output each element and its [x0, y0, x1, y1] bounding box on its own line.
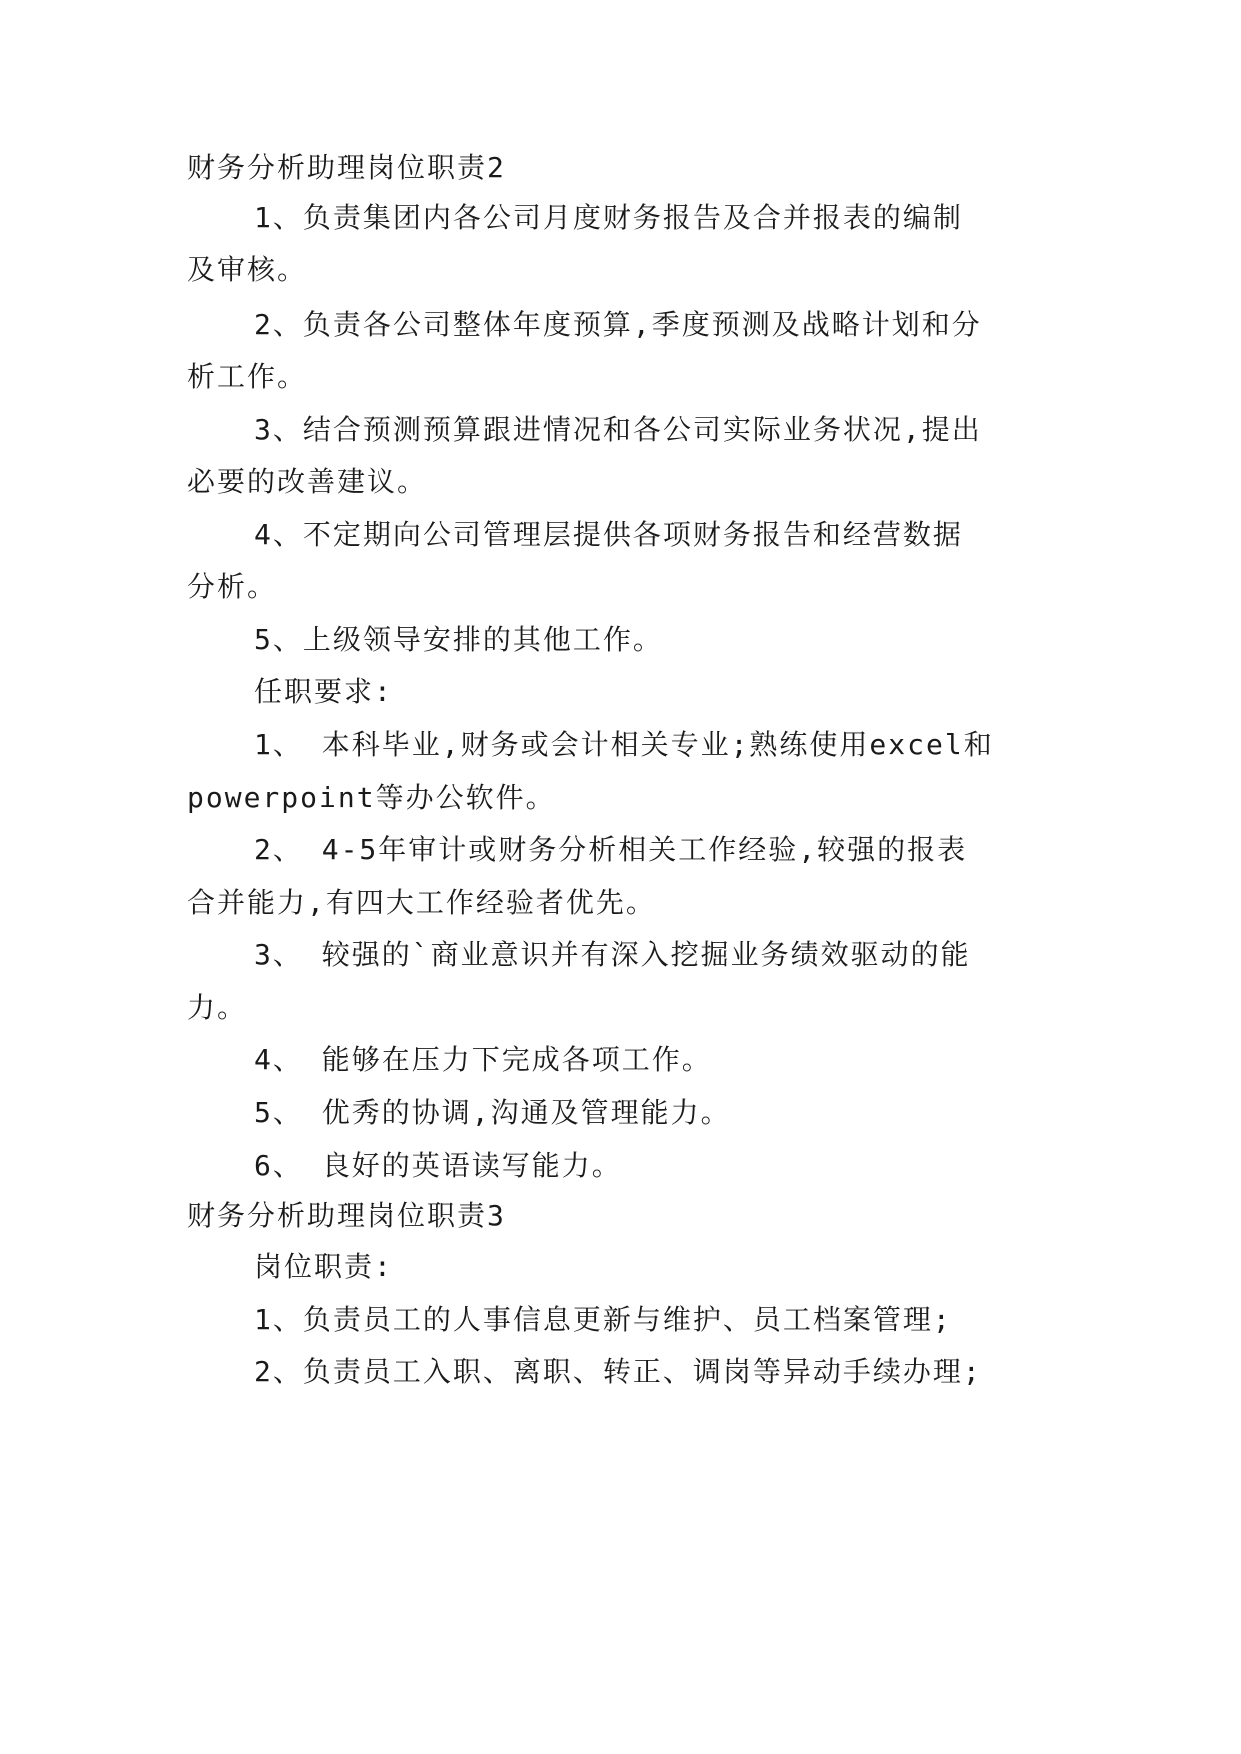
paragraph-line: 3、 较强的`商业意识并有深入挖掘业务绩效驱动的能 — [254, 938, 971, 971]
section-heading: 财务分析助理岗位职责2 — [187, 151, 506, 184]
paragraph-line: 2、 4-5年审计或财务分析相关工作经验,较强的报表 — [254, 833, 968, 866]
paragraph-line: 1、 本科毕业,财务或会计相关专业;熟练使用excel和 — [254, 728, 994, 761]
paragraph-line: 2、负责各公司整体年度预算,季度预测及战略计划和分 — [254, 308, 982, 341]
paragraph-line: 及审核。 — [187, 253, 308, 286]
paragraph-line: 4、不定期向公司管理层提供各项财务报告和经营数据 — [254, 518, 963, 551]
paragraph-line: 必要的改善建议。 — [187, 465, 428, 498]
paragraph-line: 6、 良好的英语读写能力。 — [254, 1149, 622, 1182]
paragraph-line: 5、 优秀的协调,沟通及管理能力。 — [254, 1096, 731, 1129]
paragraph-line: 1、负责集团内各公司月度财务报告及合并报表的编制 — [254, 201, 963, 234]
section-heading: 财务分析助理岗位职责3 — [187, 1199, 506, 1232]
paragraph-line: 合并能力,有四大工作经验者优先。 — [187, 886, 656, 919]
paragraph-line: powerpoint等办公软件。 — [187, 781, 556, 814]
paragraph-line: 析工作。 — [187, 360, 308, 393]
subheading: 岗位职责: — [254, 1250, 393, 1283]
paragraph-line: 2、负责员工入职、离职、转正、调岗等异动手续办理; — [254, 1355, 982, 1388]
paragraph-line: 分析。 — [187, 570, 278, 603]
paragraph-line: 3、结合预测预算跟进情况和各公司实际业务状况,提出 — [254, 413, 982, 446]
paragraph-line: 力。 — [187, 991, 248, 1024]
paragraph-line: 5、上级领导安排的其他工作。 — [254, 623, 663, 656]
subheading: 任职要求: — [254, 675, 393, 708]
paragraph-line: 1、负责员工的人事信息更新与维护、员工档案管理; — [254, 1303, 952, 1336]
paragraph-line: 4、 能够在压力下完成各项工作。 — [254, 1043, 712, 1076]
